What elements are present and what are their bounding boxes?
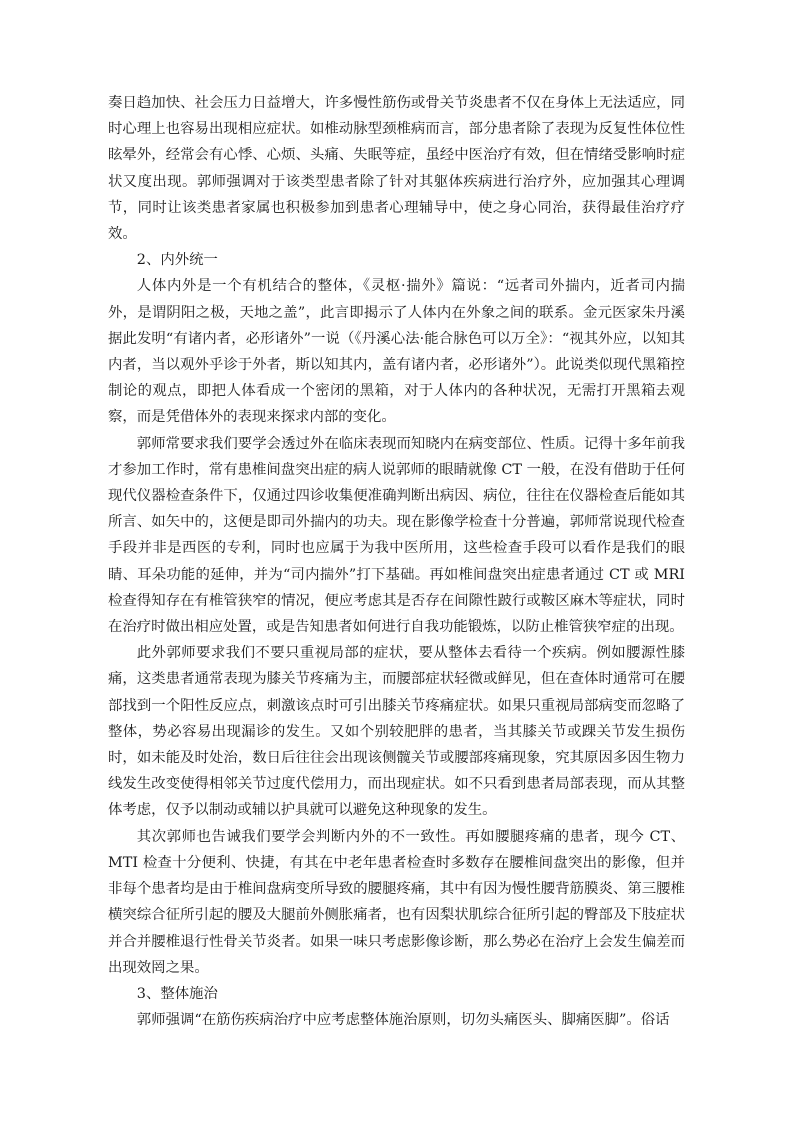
paragraph-body: 此外郭师要求我们不要只重视局部的症状，要从整体去看待一个疾病。例如腰源性膝痛，这类患者通常表现为膝关节疼痛为主，而腰部症状轻微或鲜见，但在查体时通常可在腰部找到一个阳性反应点，刺激该点时可引出膝关节疼痛症状。如果只重视局部病变而忽略了整体，势必容易出现漏诊的发生。又如个别较肥胖的患者，当其膝关节或踝关节发生损伤时，如未能及时处治，数日后往往会出现该侧髋关节或腰部疼痛现象，究其原因多因生物力线发生改变使得相邻关节过度代偿用力，而出现症状。如不只看到患者局部表现，而从其整体考虑，仅予以制动或辅以护具就可以避免这种现象的发生。 bbox=[108, 645, 685, 819]
paragraph-body: 郭师强调“在筋伤疾病治疗中应考虑整体施治原则，切勿头痛医头、脚痛医脚”。俗话 bbox=[136, 1012, 670, 1029]
paragraph-continuation: 奏日趋加快、社会压力日益增大，许多慢性筋伤或骨关节炎患者不仅在身体上无法适应，同时心理上也容易出现相应症状。如椎动脉型颈椎病而言，部分患者除了表现为反复性体位性眩晕外，经常会有心悸、心烦、头痛、失眠等症，虽经中医治疗有效，但在情绪受影响时症状又度出现。郭师强调对于该类型患者除了针对其躯体疾病进行治疗外，应加强其心理调节，同时让该类患者家属也积极参加到患者心理辅导中，使之身心同治，获得最佳治疗疗效。 bbox=[108, 95, 685, 243]
paragraph-body: 其次郭师也告诫我们要学会判断内外的不一致性。再如腰腿疼痛的患者，现今 CT、MTI 检查十分便利、快捷，有其在中老年患者检查时多数存在腰椎间盘突出的影像，但并非每个患者均是由于椎间盘病变所导致的腰腿疼痛，其中有因为慢性腰背筋膜炎、第三腰椎横突综合征所引起的腰及大腿前外侧胀痛者，也有因梨状肌综合征所引起的臀部及下肢症状并合并腰椎退行性骨关节炎者。如果一味只考虑影像诊断，那么势必在治疗上会发生偏差而出现效罔之果。 bbox=[108, 828, 685, 976]
paragraph-body: 人体内外是一个有机结合的整体，《灵枢·揣外》篇说：“远者司外揣内，近者司内揣外，是谓阴阳之极，天地之盖”，此言即揭示了人体内在外象之间的联系。金元医家朱丹溪据此发明“有诸内者，必形诸外”一说（《丹溪心法·能合脉色可以万全》：“视其外应，以知其内者，当以观外乎诊于外者，斯以知其内，盖有诸内者，必形诸外”）。此说类似现代黑箱控制论的观点，即把人体看成一个密闭的黑箱，对于人体内的各种状况，无需打开黑箱去观察，而是凭借体外的表现来探求内部的变化。 bbox=[108, 278, 685, 426]
section-heading-internal-external-unity: 2、内外统一 bbox=[136, 252, 218, 269]
document-page bbox=[108, 90, 685, 1033]
section-heading-holistic-treatment: 3、整体施治 bbox=[136, 985, 218, 1002]
paragraph-body: 郭师常要求我们要学会透过外在临床表现而知晓内在病变部位、性质。记得十多年前我才参加工作时，常有患椎间盘突出症的病人说郭师的眼睛就像 CT 一般，在没有借助于任何现代仪器检查条件下，仅通过四诊收集便准确判断出病因、病位，往往在仪器检查后能如其所言、如矢中的，这便是即司外揣内的功夫。现在影像学检查十分普遍，郭师常说现代检查手段并非是西医的专利，同时也应属于为我中医所用，这些检查手段可以看作是我们的眼睛、耳朵功能的延伸，并为“司内揣外”打下基础。再如椎间盘突出症患者通过 CT 或 MRI 检查得知存在有椎管狭窄的情况，便应考虑其是否存在间隙性跛行或鞍区麻木等症状，同时在治疗时做出相应处置，或是告知患者如何进行自我功能锻炼，以防止椎管狭窄症的出现。 bbox=[108, 435, 685, 636]
